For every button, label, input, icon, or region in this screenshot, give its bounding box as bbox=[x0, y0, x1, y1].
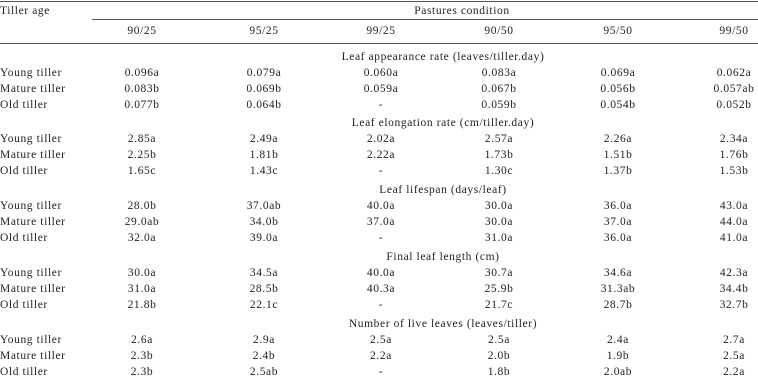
table-cell: 34.6a bbox=[603, 267, 633, 279]
table-cell: 1.43c bbox=[249, 165, 279, 177]
table-cell: 0.069a bbox=[600, 67, 636, 79]
table-cell: 34.0b bbox=[249, 216, 279, 228]
table-cell: 0.067b bbox=[481, 83, 517, 95]
table-cell: 29.0ab bbox=[124, 216, 160, 228]
table-cell: 0.060a bbox=[363, 67, 399, 79]
row-label: Young tiller bbox=[0, 67, 62, 79]
row-label: Old tiller bbox=[0, 366, 48, 378]
section-title: Leaf elongation rate (cm/tiller.day) bbox=[351, 117, 535, 129]
row-label: Mature tiller bbox=[0, 216, 66, 228]
table-cell: 0.052b bbox=[716, 99, 752, 111]
table-cell: 0.057ab bbox=[713, 83, 755, 95]
table-cell: 2.22a bbox=[366, 149, 396, 161]
table-cell: 2.4a bbox=[607, 334, 629, 346]
table-cell: 1.76b bbox=[719, 149, 749, 161]
column-header: 99/25 bbox=[366, 25, 396, 37]
table-cell: 41.0a bbox=[719, 232, 749, 244]
row-label: Mature tiller bbox=[0, 83, 66, 95]
table-cell: 0.064b bbox=[246, 99, 282, 111]
table-cell: 30.7a bbox=[484, 267, 514, 279]
table-cell: 40.0a bbox=[366, 200, 396, 212]
table-cell: 43.0a bbox=[719, 200, 749, 212]
table-cell: 2.5a bbox=[723, 350, 745, 362]
table-cell: 32.7b bbox=[719, 299, 749, 311]
table-cell: 32.0a bbox=[127, 232, 157, 244]
table-cell: - bbox=[378, 99, 384, 111]
table-cell: 2.26a bbox=[603, 133, 633, 145]
table-cell: 2.0b bbox=[487, 350, 511, 362]
table-cell: 34.5a bbox=[249, 267, 279, 279]
table-cell: 30.0a bbox=[484, 216, 514, 228]
table-cell: 1.65c bbox=[127, 165, 157, 177]
table-cell: 0.069b bbox=[246, 83, 282, 95]
column-header: 95/25 bbox=[249, 25, 279, 37]
column-header: 95/50 bbox=[603, 25, 633, 37]
table-cell: 2.4b bbox=[252, 350, 276, 362]
row-label: Old tiller bbox=[0, 99, 48, 111]
table-cell: 2.57a bbox=[484, 133, 514, 145]
row-label: Old tiller bbox=[0, 165, 48, 177]
section-title: Final leaf length (cm) bbox=[386, 251, 500, 263]
table-cell: 0.096a bbox=[124, 67, 160, 79]
table-cell: 2.5a bbox=[370, 334, 392, 346]
table-cell: 1.30c bbox=[484, 165, 514, 177]
table-cell: 37.0a bbox=[366, 216, 396, 228]
table-cell: 28.7b bbox=[603, 299, 633, 311]
table-cell: 2.0ab bbox=[603, 366, 633, 378]
header-rule bbox=[0, 43, 758, 44]
section-title: Number of live leaves (leaves/tiller) bbox=[348, 318, 538, 330]
top-rule bbox=[0, 1, 758, 2]
table-cell: 21.8b bbox=[127, 299, 157, 311]
table-cell: 0.062a bbox=[716, 67, 752, 79]
table-cell: 40.3a bbox=[366, 283, 396, 295]
table-cell: 2.3b bbox=[130, 350, 154, 362]
row-label: Young tiller bbox=[0, 334, 62, 346]
table-cell: 1.53b bbox=[719, 165, 749, 177]
pastures-condition-header: Pastures condition bbox=[414, 5, 510, 17]
table-cell: 34.4b bbox=[719, 283, 749, 295]
table-cell: 44.0a bbox=[719, 216, 749, 228]
row-label: Mature tiller bbox=[0, 350, 66, 362]
table-cell: 0.083b bbox=[124, 83, 160, 95]
row-label: Young tiller bbox=[0, 133, 62, 145]
table-cell: 2.3b bbox=[130, 366, 154, 378]
column-header: 90/50 bbox=[484, 25, 514, 37]
table-cell: 2.6a bbox=[131, 334, 153, 346]
group-header-rule bbox=[92, 19, 758, 20]
table-cell: 2.02a bbox=[366, 133, 396, 145]
table-cell: 31.0a bbox=[484, 232, 514, 244]
table-cell: 30.0a bbox=[127, 267, 157, 279]
table-cell: 1.9b bbox=[606, 350, 630, 362]
table-cell: - bbox=[378, 366, 384, 378]
table-cell: 2.85a bbox=[127, 133, 157, 145]
table-cell: 37.0ab bbox=[246, 200, 282, 212]
column-header: 90/25 bbox=[127, 25, 157, 37]
table-cell: 39.0a bbox=[249, 232, 279, 244]
table-cell: 28.5b bbox=[249, 283, 279, 295]
table-cell: 2.2a bbox=[723, 366, 745, 378]
table-cell: 1.37b bbox=[603, 165, 633, 177]
table-cell: - bbox=[378, 232, 384, 244]
column-header: 99/50 bbox=[719, 25, 749, 37]
table-cell: 2.2a bbox=[370, 350, 392, 362]
table-cell: 1.81b bbox=[249, 149, 279, 161]
row-label: Young tiller bbox=[0, 200, 62, 212]
table-cell: 28.0b bbox=[127, 200, 157, 212]
table-cell: 0.059b bbox=[481, 99, 517, 111]
table-cell: 30.0a bbox=[484, 200, 514, 212]
table-cell: 2.5a bbox=[488, 334, 510, 346]
table-cell: 21.7c bbox=[484, 299, 514, 311]
table-cell: 0.077b bbox=[124, 99, 160, 111]
table-cell: 40.0a bbox=[366, 267, 396, 279]
table-cell: 2.7a bbox=[723, 334, 745, 346]
table-cell: - bbox=[378, 299, 384, 311]
row-label: Old tiller bbox=[0, 299, 48, 311]
table-cell: 1.73b bbox=[484, 149, 514, 161]
table-cell: 1.51b bbox=[603, 149, 633, 161]
table-cell: 25.9b bbox=[484, 283, 514, 295]
table-cell: 0.059a bbox=[363, 83, 399, 95]
table-cell: 2.9a bbox=[253, 334, 275, 346]
row-label: Mature tiller bbox=[0, 283, 66, 295]
table-cell: 1.8b bbox=[487, 366, 511, 378]
row-label: Old tiller bbox=[0, 232, 48, 244]
table-cell: 0.054b bbox=[600, 99, 636, 111]
table-cell: 0.083a bbox=[481, 67, 517, 79]
table-cell: 2.25b bbox=[127, 149, 157, 161]
table-cell: 0.079a bbox=[246, 67, 282, 79]
table-cell: - bbox=[378, 165, 384, 177]
row-label: Young tiller bbox=[0, 267, 62, 279]
row-label: Mature tiller bbox=[0, 149, 66, 161]
table-cell: 36.0a bbox=[603, 200, 633, 212]
table-cell: 2.5ab bbox=[249, 366, 279, 378]
table-cell: 42.3a bbox=[719, 267, 749, 279]
section-title: Leaf appearance rate (leaves/tiller.day) bbox=[341, 51, 545, 63]
table-cell: 37.0a bbox=[603, 216, 633, 228]
section-title: Leaf lifespan (days/leaf) bbox=[379, 184, 507, 196]
table-cell: 31.3ab bbox=[600, 283, 636, 295]
table-cell: 36.0a bbox=[603, 232, 633, 244]
tiller-age-header: Tiller age bbox=[0, 5, 50, 17]
table-cell: 2.49a bbox=[249, 133, 279, 145]
table-cell: 0.056b bbox=[600, 83, 636, 95]
table-cell: 2.34a bbox=[719, 133, 749, 145]
table-cell: 22.1c bbox=[249, 299, 279, 311]
table-cell: 31.0a bbox=[127, 283, 157, 295]
